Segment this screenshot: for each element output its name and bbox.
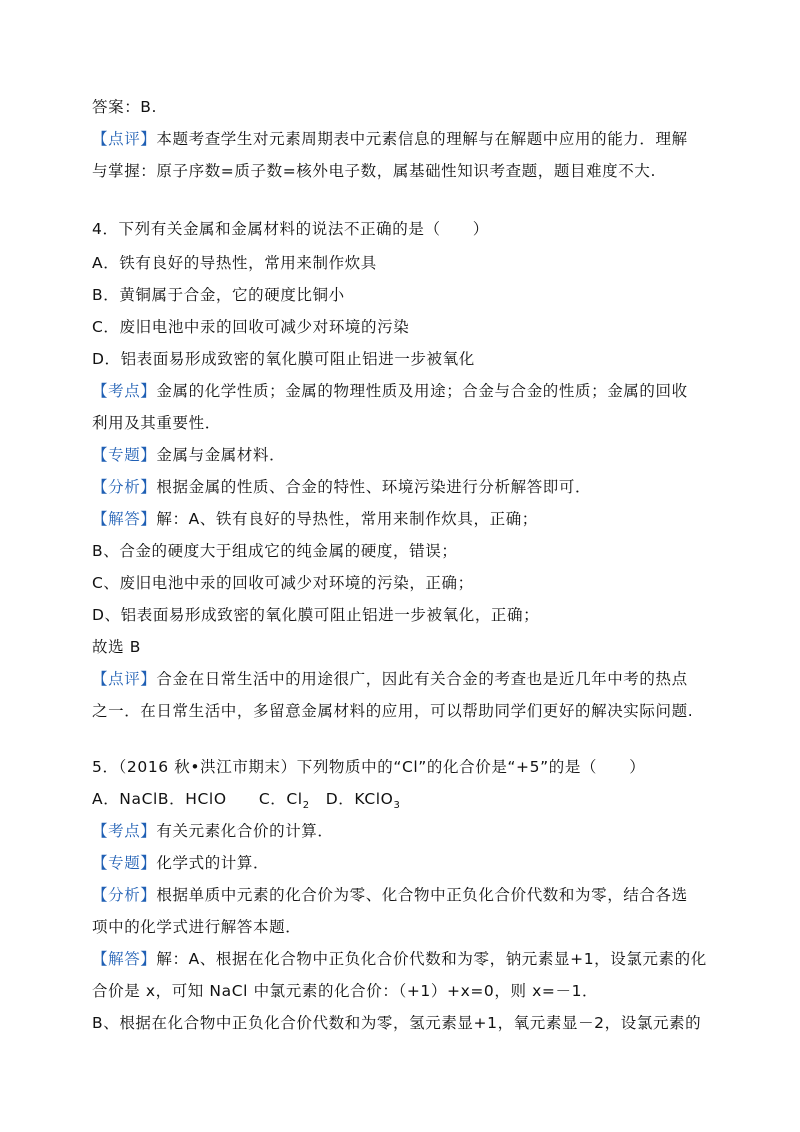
comment-tag: 【点评】 <box>92 130 157 148</box>
kaodian-tag: 【考点】 <box>92 822 157 840</box>
q3-comment-line-1: 【点评】本题考查学生对元素周期表中元素信息的理解与在解题中应用的能力．理解 <box>92 130 688 148</box>
q5-zhuanti: 【专题】化学式的计算． <box>92 854 270 872</box>
q4-zhuanti: 【专题】金属与金属材料． <box>92 446 286 464</box>
q4-line-b: B、合金的硬度大于组成它的纯金属的硬度，错误； <box>92 542 458 560</box>
kaodian-tag: 【考点】 <box>92 382 157 400</box>
q4-line-d: D、铝表面易形成致密的氧化膜可阻止铝进一步被氧化，正确； <box>92 606 540 624</box>
jieda-tag: 【解答】 <box>92 950 157 968</box>
zhuanti-tag: 【专题】 <box>92 854 157 872</box>
q4-option-d: D．铝表面易形成致密的氧化膜可阻止铝进一步被氧化 <box>92 350 475 368</box>
q4-fenxi: 【分析】根据金属的性质、合金的特性、环境污染进行分析解答即可． <box>92 478 592 496</box>
q4-option-b: B．黄铜属于合金，它的硬度比铜小 <box>92 286 345 304</box>
q4-option-c: C．废旧电池中汞的回收可减少对环境的污染 <box>92 318 410 336</box>
q4-kaodian-line-1: 【考点】金属的化学性质；金属的物理性质及用途；合金与合金的性质；金属的回收 <box>92 382 688 400</box>
q5-jieda-line-2: 合价是 x，可知 NaCl 中氯元素的化合价：（+1）+x=0，则 x=－1． <box>92 982 599 1000</box>
q3-comment-line-2: 与掌握：原子序数=质子数=核外电子数，属基础性知识考查题，题目难度不大. <box>92 162 657 180</box>
dianping-tag: 【点评】 <box>92 670 157 688</box>
q4-stem: 4．下列有关金属和金属材料的说法不正确的是（ ） <box>92 220 489 238</box>
q5-jieda-line-1: 【解答】解：A、根据在化合物中正负化合价代数和为零，钠元素显+1，设氯元素的化 <box>92 950 707 968</box>
q4-option-a: A．铁有良好的导热性，常用来制作炊具 <box>92 254 377 272</box>
q5-fenxi-line-1: 【分析】根据单质中元素的化合价为零、化合物中正负化合价代数和为零，结合各选 <box>92 886 688 904</box>
q4-jieda: 【解答】解：A、铁有良好的导热性，常用来制作炊具，正确； <box>92 510 538 528</box>
q5-jieda-line-3: B、根据在化合物中正负化合价代数和为零，氢元素显+1，氧元素显－2，设氯元素的 <box>92 1014 702 1032</box>
q5-stem: 5．（2016 秋•洪江市期末）下列物质中的“Cl”的化合价是“+5”的是（ ） <box>92 758 646 776</box>
jieda-tag: 【解答】 <box>92 510 157 528</box>
q5-kaodian: 【考点】有关元素化合价的计算． <box>92 822 334 840</box>
q4-kaodian-line-2: 利用及其重要性． <box>92 414 221 432</box>
fenxi-tag: 【分析】 <box>92 478 157 496</box>
q5-fenxi-line-2: 项中的化学式进行解答本题． <box>92 918 302 936</box>
q4-line-c: C、废旧电池中汞的回收可减少对环境的污染，正确； <box>92 574 474 592</box>
q3-answer: 答案：B. <box>92 98 158 116</box>
q5-options: A．NaClB．HClO C．$Cl_2$ D．KClO$_3$ <box>92 790 401 812</box>
q4-dianping-line-1: 【点评】合金在日常生活中的用途很广，因此有关合金的考查也是近几年中考的热点 <box>92 670 688 688</box>
q4-choose: 故选 B <box>92 638 141 656</box>
zhuanti-tag: 【专题】 <box>92 446 157 464</box>
fenxi-tag: 【分析】 <box>92 886 157 904</box>
q4-dianping-line-2: 之一．在日常生活中，多留意金属材料的应用，可以帮助同学们更好的解决实际问题. <box>92 702 694 720</box>
